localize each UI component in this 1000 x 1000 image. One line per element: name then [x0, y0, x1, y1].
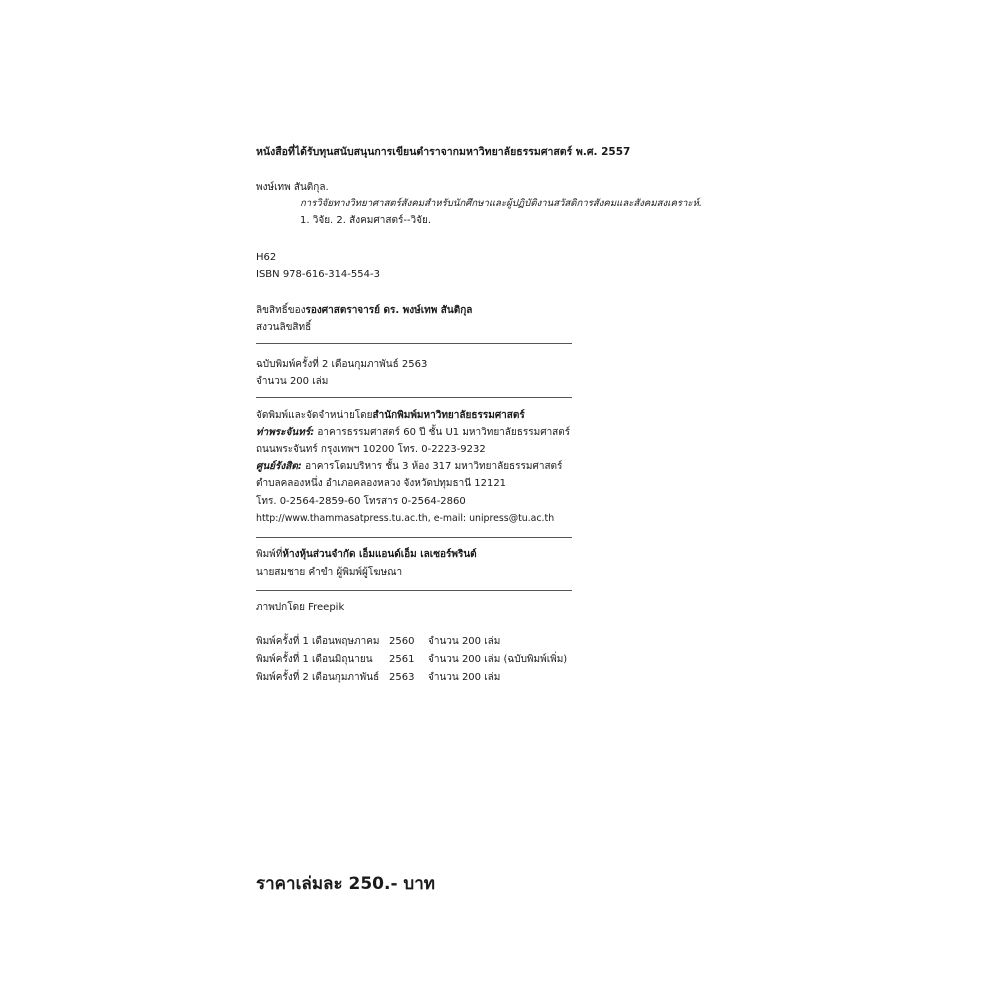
funding-header: หนังสือที่ได้รับทุนสนับสนุนการเขียนตำราจากมหาวิทยาลัยธรรมศาสตร์ พ.ศ. 2557 [256, 146, 631, 158]
isbn: ISBN 978-616-314-554-3 [256, 269, 380, 280]
publisher-name: สำนักพิมพ์มหาวิทยาลัยธรรมศาสตร์ [372, 410, 525, 421]
print-history-edition: พิมพ์ครั้งที่ 1 เดือนมิถุนายน [256, 654, 373, 665]
print-history-quantity: จำนวน 200 เล่ม [428, 672, 501, 683]
tha-prachan-label: ท่าพระจันทร์: [256, 427, 315, 438]
call-number: H62 [256, 252, 277, 263]
edition-line: ฉบับพิมพ์ครั้งที่ 2 เดือนกุมภาพันธ์ 2563 [256, 359, 428, 370]
price-prefix: ราคาเล่มละ [256, 874, 349, 894]
price-amount: 250.- [348, 874, 398, 894]
contact-web: http://www.thammasatpress.tu.ac.th, e-mail: unipress@tu.ac.th [256, 513, 555, 524]
tha-prachan-address-1: อาคารธรรมศาสตร์ 60 ปี ชั้น U1 มหาวิทยาลัยธรรมศาสตร์ [314, 427, 571, 438]
print-history-year: 2560 [389, 636, 415, 647]
catalog-author: พงษ์เทพ สันติกุล. [256, 182, 329, 193]
rights-reserved: สงวนลิขสิทธิ์ [256, 322, 312, 333]
print-history-quantity: จำนวน 200 เล่ม (ฉบับพิมพ์เพิ่ม) [428, 654, 568, 665]
divider [256, 537, 572, 538]
printer-name: ห้างหุ้นส่วนจำกัด เอ็มแอนด์เอ็ม เลเซอร์พรินต์ [282, 549, 477, 560]
print-history-edition: พิมพ์ครั้งที่ 2 เดือนกุมภาพันธ์ [256, 672, 380, 683]
print-history-year: 2563 [389, 672, 415, 683]
copyright-owner: รองศาสตราจารย์ ดร. พงษ์เทพ สันติกุล [305, 305, 473, 316]
tha-prachan-address-2: ถนนพระจันทร์ กรุงเทพฯ 10200 โทร. 0-2223-9232 [256, 444, 486, 455]
divider [256, 397, 572, 398]
copyright-line [256, 303, 472, 319]
print-history-year: 2561 [389, 654, 415, 665]
rangsit-address [256, 459, 562, 475]
print-history-edition: พิมพ์ครั้งที่ 1 เดือนพฤษภาคม [256, 636, 380, 647]
printer-line [256, 547, 477, 563]
contact-phone: โทร. 0-2564-2859-60 โทรสาร 0-2564-2860 [256, 496, 466, 507]
rangsit-label: ศูนย์รังสิต: [256, 461, 302, 472]
tha-prachan-address [256, 425, 570, 441]
distributor-prefix: จัดพิมพ์และจัดจำหน่ายโดย [256, 410, 373, 421]
copyright-prefix: ลิขสิทธิ์ของ [256, 305, 306, 316]
printer-advertiser: นายสมชาย คำขำ ผู้พิมพ์ผู้โฆษณา [256, 567, 403, 578]
price-currency: บาท [397, 874, 435, 894]
rangsit-address-2: ตำบลคลองหนึ่ง อำเภอคลองหลวง จังหวัดปทุมธานี 12121 [256, 478, 507, 489]
print-history-quantity: จำนวน 200 เล่ม [428, 636, 501, 647]
price-line [256, 872, 435, 896]
edition-quantity: จำนวน 200 เล่ม [256, 376, 329, 387]
cover-credit: ภาพปกโดย Freepik [256, 602, 345, 613]
distributor-line [256, 408, 525, 424]
catalog-title: การวิจัยทางวิทยาศาสตร์สังคมสำหรับนักศึกษาและผู้ปฏิบัติงานสวัสดิการสังคมและสังคมสงเคราะห์. [300, 198, 702, 209]
divider [256, 590, 572, 591]
rangsit-address-1: อาคารโดมบริหาร ชั้น 3 ห้อง 317 มหาวิทยาลัยธรรมศาสตร์ [301, 461, 563, 472]
catalog-subjects: 1. วิจัย. 2. สังคมศาสตร์--วิจัย. [300, 215, 432, 226]
printer-prefix: พิมพ์ที่ [256, 549, 283, 560]
divider [256, 343, 572, 344]
